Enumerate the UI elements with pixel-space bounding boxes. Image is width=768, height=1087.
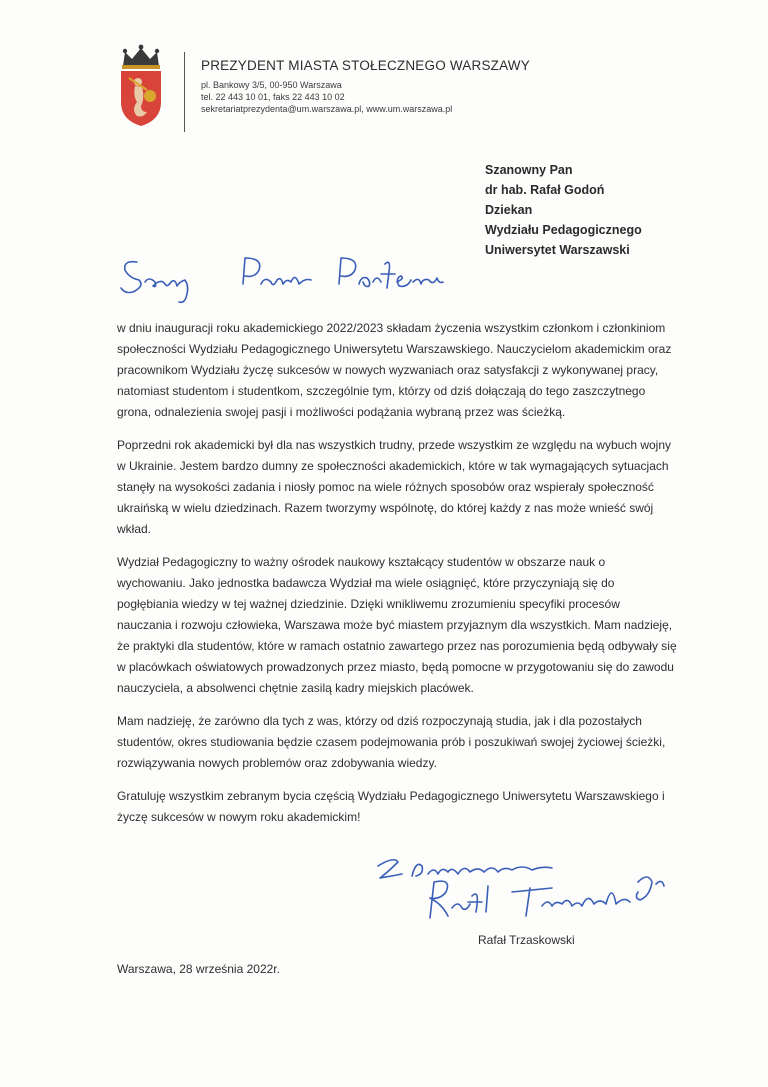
body-paragraph: Wydział Pedagogiczny to ważny ośrodek naukowy kształcący studentów w obszarze nauk o wychowaniu. Jako jednostka badawcza Wydział ma wiele osiągnięć, które przyczyniają się do pogłębiania wiedzy w tej ważnej dziedzinie. Dzięki wnikliwemu zrozumieniu specyfiki procesów nauczania i rozwoju człowieka, Warszawa może być miastem przyjaznym dla wszystkich. Mam nadzieję, że praktyki dla studentów, które w ramach ostatnio zawartego przez nas porozumienia będą odbywały się w placówkach oświatowych prowadzonych przez miasto, będą pomocne w przygotowaniu się do zawodu nauczyciela, a absolwenci chętnie zasilą kadry miejskich placówek. <box>117 555 677 695</box>
signer-name: Rafał Trzaskowski <box>478 933 575 947</box>
addressee-line: Uniwersytet Warszawski <box>485 243 630 257</box>
addressee-line: Dziekan <box>485 203 533 217</box>
letterhead-contact: sekretariatprezydenta@um.warszawa.pl, www.um.warszawa.pl <box>201 104 453 114</box>
handwritten-signature-text <box>0 0 1 1</box>
addressee-line: dr hab. Rafał Godoń <box>485 183 605 197</box>
addressee-block <box>485 160 642 260</box>
body-paragraph: Gratuluję wszystkim zebranym bycia częścią Wydziału Pedagogicznego Uniwersytetu Warszawskiego i życzę sukcesów w nowym roku akademickim! <box>117 789 665 824</box>
handwritten-salutation <box>115 248 445 306</box>
handwritten-signature <box>372 852 672 928</box>
letterhead-divider <box>184 52 185 132</box>
letterhead-address: pl. Bankowy 3/5, 00-950 Warszawa <box>201 80 342 90</box>
letter-date: Warszawa, 28 września 2022r. <box>117 962 280 976</box>
letterhead-title: PREZYDENT MIASTA STOŁECZNEGO WARSZAWY <box>201 58 530 73</box>
warsaw-coat-of-arms-icon <box>117 44 165 128</box>
addressee-line: Szanowny Pan <box>485 163 573 177</box>
addressee-line: Wydziału Pedagogicznego <box>485 223 642 237</box>
letter-body <box>117 318 677 840</box>
letterhead-phones: tel. 22 443 10 01, faks 22 443 10 02 <box>201 92 345 102</box>
handwritten-closing-text <box>0 0 1 1</box>
letterhead <box>201 58 530 115</box>
body-paragraph: Mam nadzieję, że zarówno dla tych z was, którzy od dziś rozpoczynają studia, jak i dla pozostałych studentów, okres studiowania będzie czasem podejmowania prób i poszukiwań swojej życiowej ścieżki, rozwiązywania nowych problemów oraz zdobywania wiedzy. <box>117 714 666 770</box>
body-paragraph: w dniu inauguracji roku akademickiego 2022/2023 składam życzenia wszystkim członkom i członkiniom społeczności Wydziału Pedagogicznego Uniwersytetu Warszawskiego. Nauczycielom akademickim oraz pracownikom Wydziału życzę sukcesów w nowych wyzwaniach oraz satysfakcji z wykonywanej pracy, natomiast studentom i studentkom, szczególnie tym, którzy od dziś dołączają do tego zaszczytnego grona, odnalezienia swojej pasji i możliwości podążania wybraną przez was ścieżką. <box>117 321 672 419</box>
handwritten-salutation-text <box>0 0 1 1</box>
body-paragraph: Poprzedni rok akademicki był dla nas wszystkich trudny, przede wszystkim ze względu na wybuch wojny w Ukrainie. Jestem bardzo dumny ze społeczności akademickich, które w tak wymagających sytuacjach stanęły na wysokości zadania i niosły pomoc na wiele różnych sposobów oraz wspierały społeczność ukraińską w wielu dziedzinach. Razem tworzymy wspólnotę, do której każdy z nas może wnieść swój wkład. <box>117 438 672 536</box>
